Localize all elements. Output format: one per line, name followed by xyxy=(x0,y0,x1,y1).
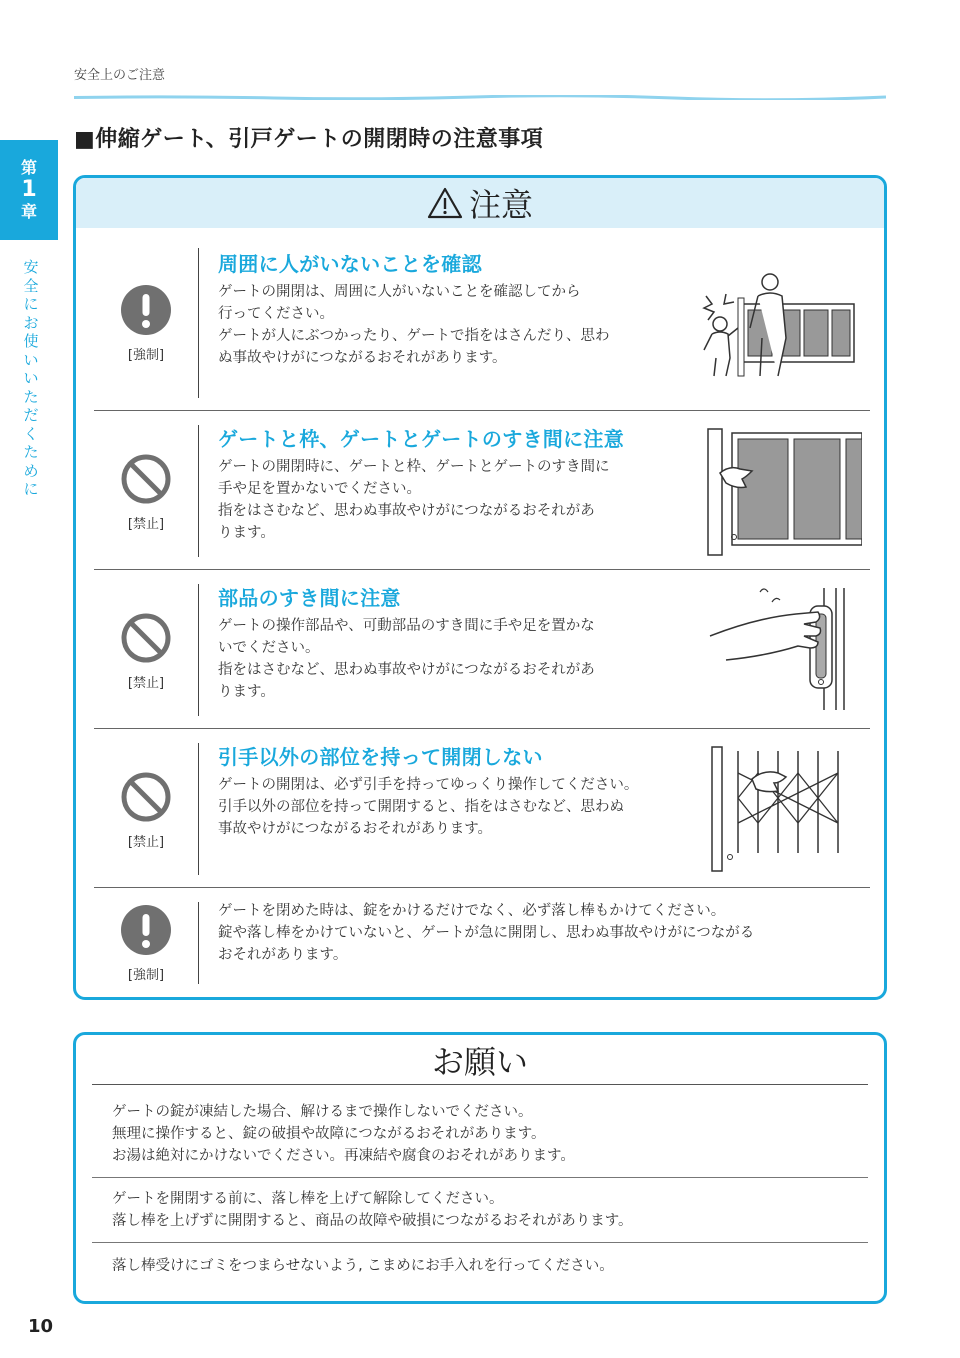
prohibited-label: [禁止] xyxy=(127,835,165,850)
prohibited-icon xyxy=(120,612,172,664)
page-number: 10 xyxy=(28,1316,54,1337)
hardware-gap-illustration xyxy=(706,584,862,710)
item-body xyxy=(218,615,678,703)
icon-column xyxy=(94,904,198,983)
caution-header xyxy=(76,178,884,228)
body-line: 指をはさむなど、思わぬ事故やけがにつながるおそれがあ xyxy=(218,662,595,678)
body-line: 行ってください。 xyxy=(218,306,334,322)
caution-title: 注意 xyxy=(468,186,533,224)
chapter-side-label: 安全にお使いいただくために xyxy=(23,258,39,498)
mandatory-label: [強制] xyxy=(127,968,165,983)
request-line: 無理に操作すると、錠の破損や故障につながるおそれがあります。 xyxy=(112,1126,546,1142)
item-body xyxy=(218,900,858,966)
body-line: おそれがあります。 xyxy=(218,947,348,963)
gate-frame-gap-illustration xyxy=(706,425,862,559)
prohibited-label: [禁止] xyxy=(127,676,165,691)
request-box xyxy=(73,1032,887,1304)
body-line: ゲートの開閉時に、ゲートと枠、ゲートとゲートのすき間に xyxy=(218,459,610,475)
accordion-gate-illustration xyxy=(708,743,858,875)
caution-item xyxy=(94,411,870,570)
body-line: 事故やけがにつながるおそれがあります。 xyxy=(218,821,493,837)
body-line: ります。 xyxy=(218,684,275,700)
body-line: ゲートを閉めた時は、錠をかけるだけでなく、必ず落し棒もかけてください。 xyxy=(218,903,726,919)
item-body xyxy=(218,281,668,369)
body-line: ります。 xyxy=(218,525,275,541)
warning-triangle-icon xyxy=(427,187,463,219)
mandatory-label: [強制] xyxy=(127,348,165,363)
breadcrumb: 安全上のご注意 xyxy=(74,68,166,83)
item-title: 引手以外の部位を持って開閉しない xyxy=(218,745,543,769)
request-line: お湯は絶対にかけないでください。再凍結や腐食のおそれがあります。 xyxy=(112,1148,575,1164)
icon-column xyxy=(94,771,198,850)
request-item xyxy=(92,1085,868,1178)
body-line: 錠や落し棒をかけていないと、ゲートが急に開閉し、思わぬ事故やけがにつながる xyxy=(218,925,755,941)
chapter-tab xyxy=(0,140,58,240)
request-title: お願い xyxy=(92,1035,868,1085)
divider xyxy=(198,584,199,716)
gate-collision-illustration xyxy=(698,268,858,378)
item-title: 部品のすき間に注意 xyxy=(218,586,401,610)
body-line: 指をはさむなど、思わぬ事故やけがにつながるおそれがあ xyxy=(218,503,595,519)
request-item xyxy=(92,1243,868,1277)
body-line: ゲートの開閉は、周囲に人がいないことを確認してから xyxy=(218,284,581,300)
body-line: ゲートが人にぶつかったり、ゲートで指をはさんだり、思わ xyxy=(218,328,610,344)
item-title: 周囲に人がいないことを確認 xyxy=(218,252,482,276)
caution-item xyxy=(94,570,870,729)
caution-item xyxy=(94,228,870,411)
request-line: 落し棒を上げずに開閉すると、商品の故障や破損につながるおそれがあります。 xyxy=(112,1213,633,1229)
decorative-rule xyxy=(74,95,886,100)
item-body xyxy=(218,456,678,544)
divider xyxy=(198,743,199,875)
chapter-number: 1 xyxy=(21,177,37,202)
exclamation-icon xyxy=(120,904,172,956)
item-title: ゲートと枠、ゲートとゲートのすき間に注意 xyxy=(218,427,624,451)
prohibited-icon xyxy=(120,453,172,505)
divider xyxy=(198,902,199,984)
icon-column xyxy=(94,612,198,691)
section-title: ■伸縮ゲート、引戸ゲートの開閉時の注意事項 xyxy=(74,127,544,152)
request-line: ゲートの錠が凍結した場合、解けるまで操作しないでください。 xyxy=(112,1104,533,1120)
body-line: いでください。 xyxy=(218,640,320,656)
prohibited-icon xyxy=(120,771,172,823)
body-line: 手や足を置かないでください。 xyxy=(218,481,421,497)
body-line: ゲートの操作部品や、可動部品のすき間に手や足を置かな xyxy=(218,618,595,634)
body-line: 引手以外の部位を持って開閉すると、指をはさむなど、思わぬ xyxy=(218,799,624,815)
body-line: ぬ事故やけがにつながるおそれがあります。 xyxy=(218,350,507,366)
request-item xyxy=(92,1178,868,1243)
icon-column xyxy=(94,453,198,532)
request-line: 落し棒受けにゴミをつまらせないよう, こまめにお手入れを行ってください。 xyxy=(112,1258,614,1274)
body-line: ゲートの開閉は、必ず引手を持ってゆっくり操作してください。 xyxy=(218,777,639,793)
item-body xyxy=(218,774,688,840)
divider xyxy=(198,248,199,398)
exclamation-icon xyxy=(120,284,172,336)
caution-item xyxy=(94,729,870,888)
request-line: ゲートを開閉する前に、落し棒を上げて解除してください。 xyxy=(112,1191,504,1207)
chapter-tab-char: 第 xyxy=(20,158,37,177)
caution-box xyxy=(73,175,887,1000)
prohibited-label: [禁止] xyxy=(127,517,165,532)
chapter-tab-unit: 章 xyxy=(20,202,37,221)
caution-item xyxy=(94,888,870,1000)
icon-column xyxy=(94,284,198,363)
divider xyxy=(198,425,199,557)
